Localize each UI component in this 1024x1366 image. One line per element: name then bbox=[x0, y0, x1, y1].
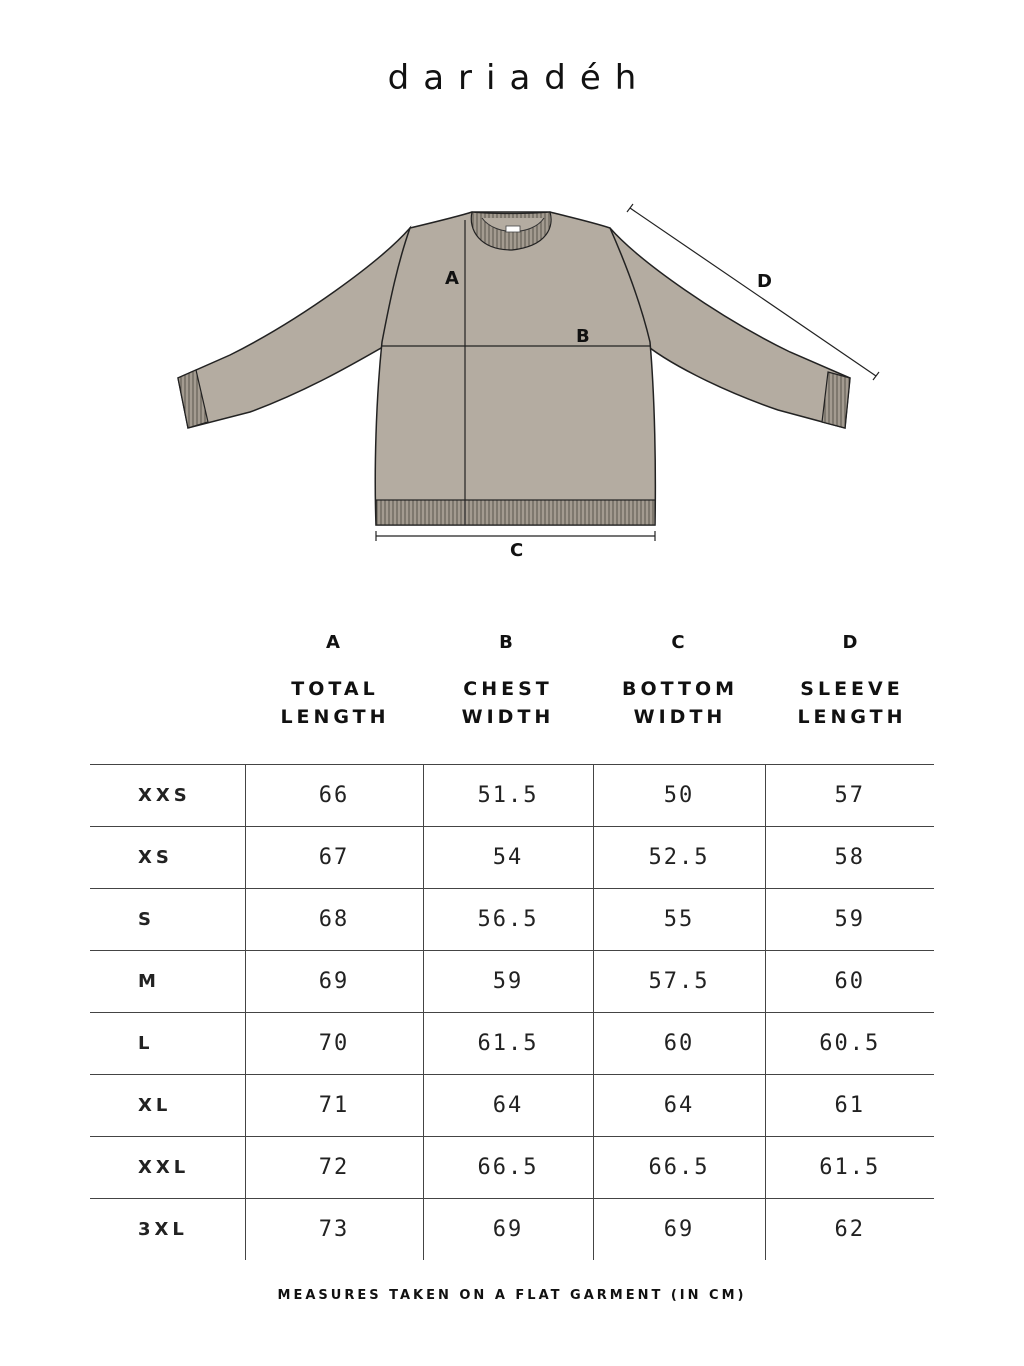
footnote: MEASURES TAKEN ON A FLAT GARMENT (IN CM) bbox=[277, 1288, 747, 1303]
table-row bbox=[90, 1013, 934, 1075]
total-length-cell: 66 bbox=[245, 765, 423, 827]
sleeve-length-cell: 58 bbox=[765, 827, 934, 889]
brand-logo: dariadéh bbox=[387, 58, 651, 98]
label-b: B bbox=[576, 326, 590, 347]
bottom-width-cell: 64 bbox=[593, 1075, 765, 1137]
chest-width-cell: 51.5 bbox=[423, 765, 593, 827]
chest-width-cell: 56.5 bbox=[423, 889, 593, 951]
size-table bbox=[90, 764, 934, 1260]
total-length-cell: 67 bbox=[245, 827, 423, 889]
total-length-cell: 72 bbox=[245, 1137, 423, 1199]
total-length-cell: 73 bbox=[245, 1199, 423, 1261]
chest-width-cell: 66.5 bbox=[423, 1137, 593, 1199]
sleeve-length-cell: 60 bbox=[765, 951, 934, 1013]
table-row bbox=[90, 951, 934, 1013]
total-length-cell: 69 bbox=[245, 951, 423, 1013]
label-c: C bbox=[510, 540, 524, 561]
sleeve-length-cell: 59 bbox=[765, 889, 934, 951]
table-row bbox=[90, 765, 934, 827]
label-a: A bbox=[445, 268, 459, 289]
sweater-illustration bbox=[0, 190, 1024, 570]
size-label: M bbox=[90, 951, 245, 1013]
size-label: XL bbox=[90, 1075, 245, 1137]
chest-width-cell: 59 bbox=[423, 951, 593, 1013]
bottom-width-cell: 60 bbox=[593, 1013, 765, 1075]
column-header-a: A TOTAL LENGTH bbox=[280, 632, 390, 728]
chest-width-cell: 61.5 bbox=[423, 1013, 593, 1075]
bottom-width-cell: 52.5 bbox=[593, 827, 765, 889]
sleeve-length-cell: 61 bbox=[765, 1075, 934, 1137]
total-length-cell: 71 bbox=[245, 1075, 423, 1137]
table-row bbox=[90, 1075, 934, 1137]
bottom-width-cell: 57.5 bbox=[593, 951, 765, 1013]
size-label: L bbox=[90, 1013, 245, 1075]
bottom-width-cell: 69 bbox=[593, 1199, 765, 1261]
bottom-width-cell: 55 bbox=[593, 889, 765, 951]
sleeve-length-cell: 60.5 bbox=[765, 1013, 934, 1075]
column-header-c: C BOTTOM WIDTH bbox=[621, 632, 739, 728]
size-label: S bbox=[90, 889, 245, 951]
size-label: XS bbox=[90, 827, 245, 889]
table-row bbox=[90, 889, 934, 951]
total-length-cell: 70 bbox=[245, 1013, 423, 1075]
size-label: XXL bbox=[90, 1137, 245, 1199]
left-sleeve bbox=[178, 228, 410, 428]
sweater-body bbox=[375, 212, 655, 525]
table-row bbox=[90, 1137, 934, 1199]
sleeve-length-cell: 62 bbox=[765, 1199, 934, 1261]
table-row bbox=[90, 827, 934, 889]
sleeve-length-cell: 61.5 bbox=[765, 1137, 934, 1199]
column-header-d: D SLEEVE LENGTH bbox=[797, 632, 907, 728]
sleeve-length-cell: 57 bbox=[765, 765, 934, 827]
bottom-width-cell: 50 bbox=[593, 765, 765, 827]
total-length-cell: 68 bbox=[245, 889, 423, 951]
chest-width-cell: 69 bbox=[423, 1199, 593, 1261]
hem-rib bbox=[376, 500, 655, 525]
column-header-b: B CHEST WIDTH bbox=[461, 632, 555, 728]
bottom-width-cell: 66.5 bbox=[593, 1137, 765, 1199]
size-label: 3XL bbox=[138, 1219, 188, 1240]
chest-width-cell: 54 bbox=[423, 827, 593, 889]
chest-width-cell: 64 bbox=[423, 1075, 593, 1137]
label-d: D bbox=[757, 271, 772, 292]
size-label: XXS bbox=[90, 765, 245, 827]
table-row bbox=[90, 1199, 934, 1261]
